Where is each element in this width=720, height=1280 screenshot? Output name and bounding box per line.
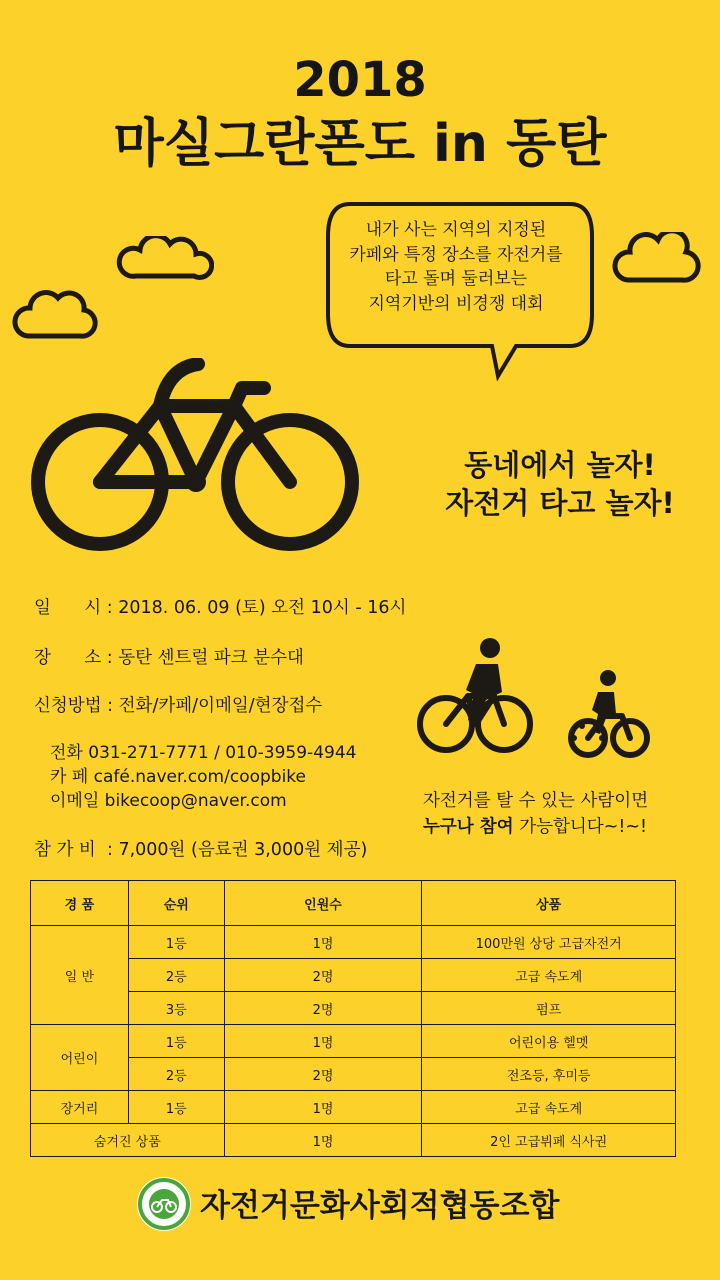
count-cell: 1명	[224, 1124, 422, 1157]
group-hidden: 숨겨진 상품	[31, 1124, 225, 1157]
info-fee-value: 7,000원 (음료권 3,000원 제공)	[118, 840, 368, 860]
eligibility-emphasis: 누구나 참여	[423, 817, 514, 837]
count-cell: 1명	[224, 1025, 422, 1058]
poster-year: 2018	[293, 52, 427, 108]
cyclists-icon	[416, 634, 656, 764]
prize-cell: 펌프	[422, 992, 676, 1025]
slogan	[420, 446, 700, 522]
eligibility-line-2	[423, 814, 713, 840]
info-place	[34, 646, 304, 670]
count-cell: 2명	[224, 1058, 422, 1091]
info-date-label: 일 시 :	[34, 598, 119, 618]
contact-email: 이메일 bikecoop@naver.com	[50, 791, 287, 811]
prize-cell: 100만원 상당 고급자전거	[422, 926, 676, 959]
prize-cell: 고급 속도계	[422, 959, 676, 992]
info-fee-label: 참 가 비 :	[34, 840, 119, 860]
table-header: 인원수	[224, 881, 422, 926]
info-apply	[34, 694, 322, 718]
coop-logo-icon	[136, 1176, 192, 1232]
bubble-line: 지역기반의 비경쟁 대회	[368, 293, 544, 314]
table-row	[31, 926, 676, 959]
contact-cafe: 카 페 café.naver.com/coopbike	[50, 767, 306, 787]
bubble-line: 내가 사는 지역의 지정된	[365, 220, 547, 240]
table-header-row	[31, 881, 676, 926]
rank-cell: 1등	[128, 926, 224, 959]
table-header: 순위	[128, 881, 224, 926]
info-place-label: 장 소 :	[34, 648, 119, 668]
eligibility-rest: 가능합니다~!~!	[513, 817, 648, 837]
bicycle-icon	[28, 358, 368, 568]
rank-cell: 2등	[128, 959, 224, 992]
bubble-line: 타고 돌며 둘러보는	[384, 269, 528, 289]
prize-cell: 전조등, 후미등	[422, 1058, 676, 1091]
info-date	[34, 596, 406, 620]
rank-cell: 1등	[128, 1025, 224, 1058]
group-kids: 어린이	[31, 1025, 129, 1091]
prize-table	[30, 880, 676, 1157]
rank-cell: 3등	[128, 992, 224, 1025]
prize-cell: 2인 고급뷔페 식사권	[422, 1124, 676, 1157]
info-apply-value: 전화/카페/이메일/현장접수	[118, 696, 323, 716]
poster-title: 마실그란폰도 in 동탄	[113, 114, 607, 174]
rank-cell: 1등	[128, 1091, 224, 1124]
eligibility-line-1: 자전거를 탈 수 있는 사람이면	[423, 791, 649, 811]
count-cell: 1명	[224, 926, 422, 959]
info-date-value: 2018. 06. 09 (토) 오전 10시 - 16시	[118, 598, 407, 618]
info-apply-label: 신청방법 :	[34, 696, 119, 716]
table-header: 상품	[422, 881, 676, 926]
table-row	[31, 1124, 676, 1157]
group-long: 장거리	[31, 1091, 129, 1124]
rank-cell: 2등	[128, 1058, 224, 1091]
count-cell: 1명	[224, 1091, 422, 1124]
group-general: 일 반	[31, 926, 129, 1025]
table-row	[31, 1025, 676, 1058]
organization-name: 자전거문화사회적협동조합	[200, 1188, 560, 1224]
info-fee	[34, 838, 367, 862]
slogan-line-1: 동네에서 놀자!	[464, 448, 656, 482]
bubble-text	[330, 218, 582, 316]
info-place-value: 동탄 센트럴 파크 분수대	[118, 648, 304, 668]
prize-cell: 고급 속도계	[422, 1091, 676, 1124]
contact-phone: 전화 031-271-7771 / 010-3959-4944	[50, 743, 357, 763]
count-cell: 2명	[224, 959, 422, 992]
table-row	[31, 1091, 676, 1124]
slogan-line-2: 자전거 타고 놀자!	[445, 486, 675, 520]
eligibility-note	[423, 788, 713, 840]
cloud-icon	[610, 232, 704, 286]
cloud-icon	[114, 236, 214, 282]
cloud-icon	[10, 290, 102, 342]
count-cell: 2명	[224, 992, 422, 1025]
bubble-line: 카페와 특정 장소를 자전거를	[349, 244, 563, 265]
table-header: 경 품	[31, 881, 129, 926]
prize-cell: 어린이용 헬멧	[422, 1025, 676, 1058]
